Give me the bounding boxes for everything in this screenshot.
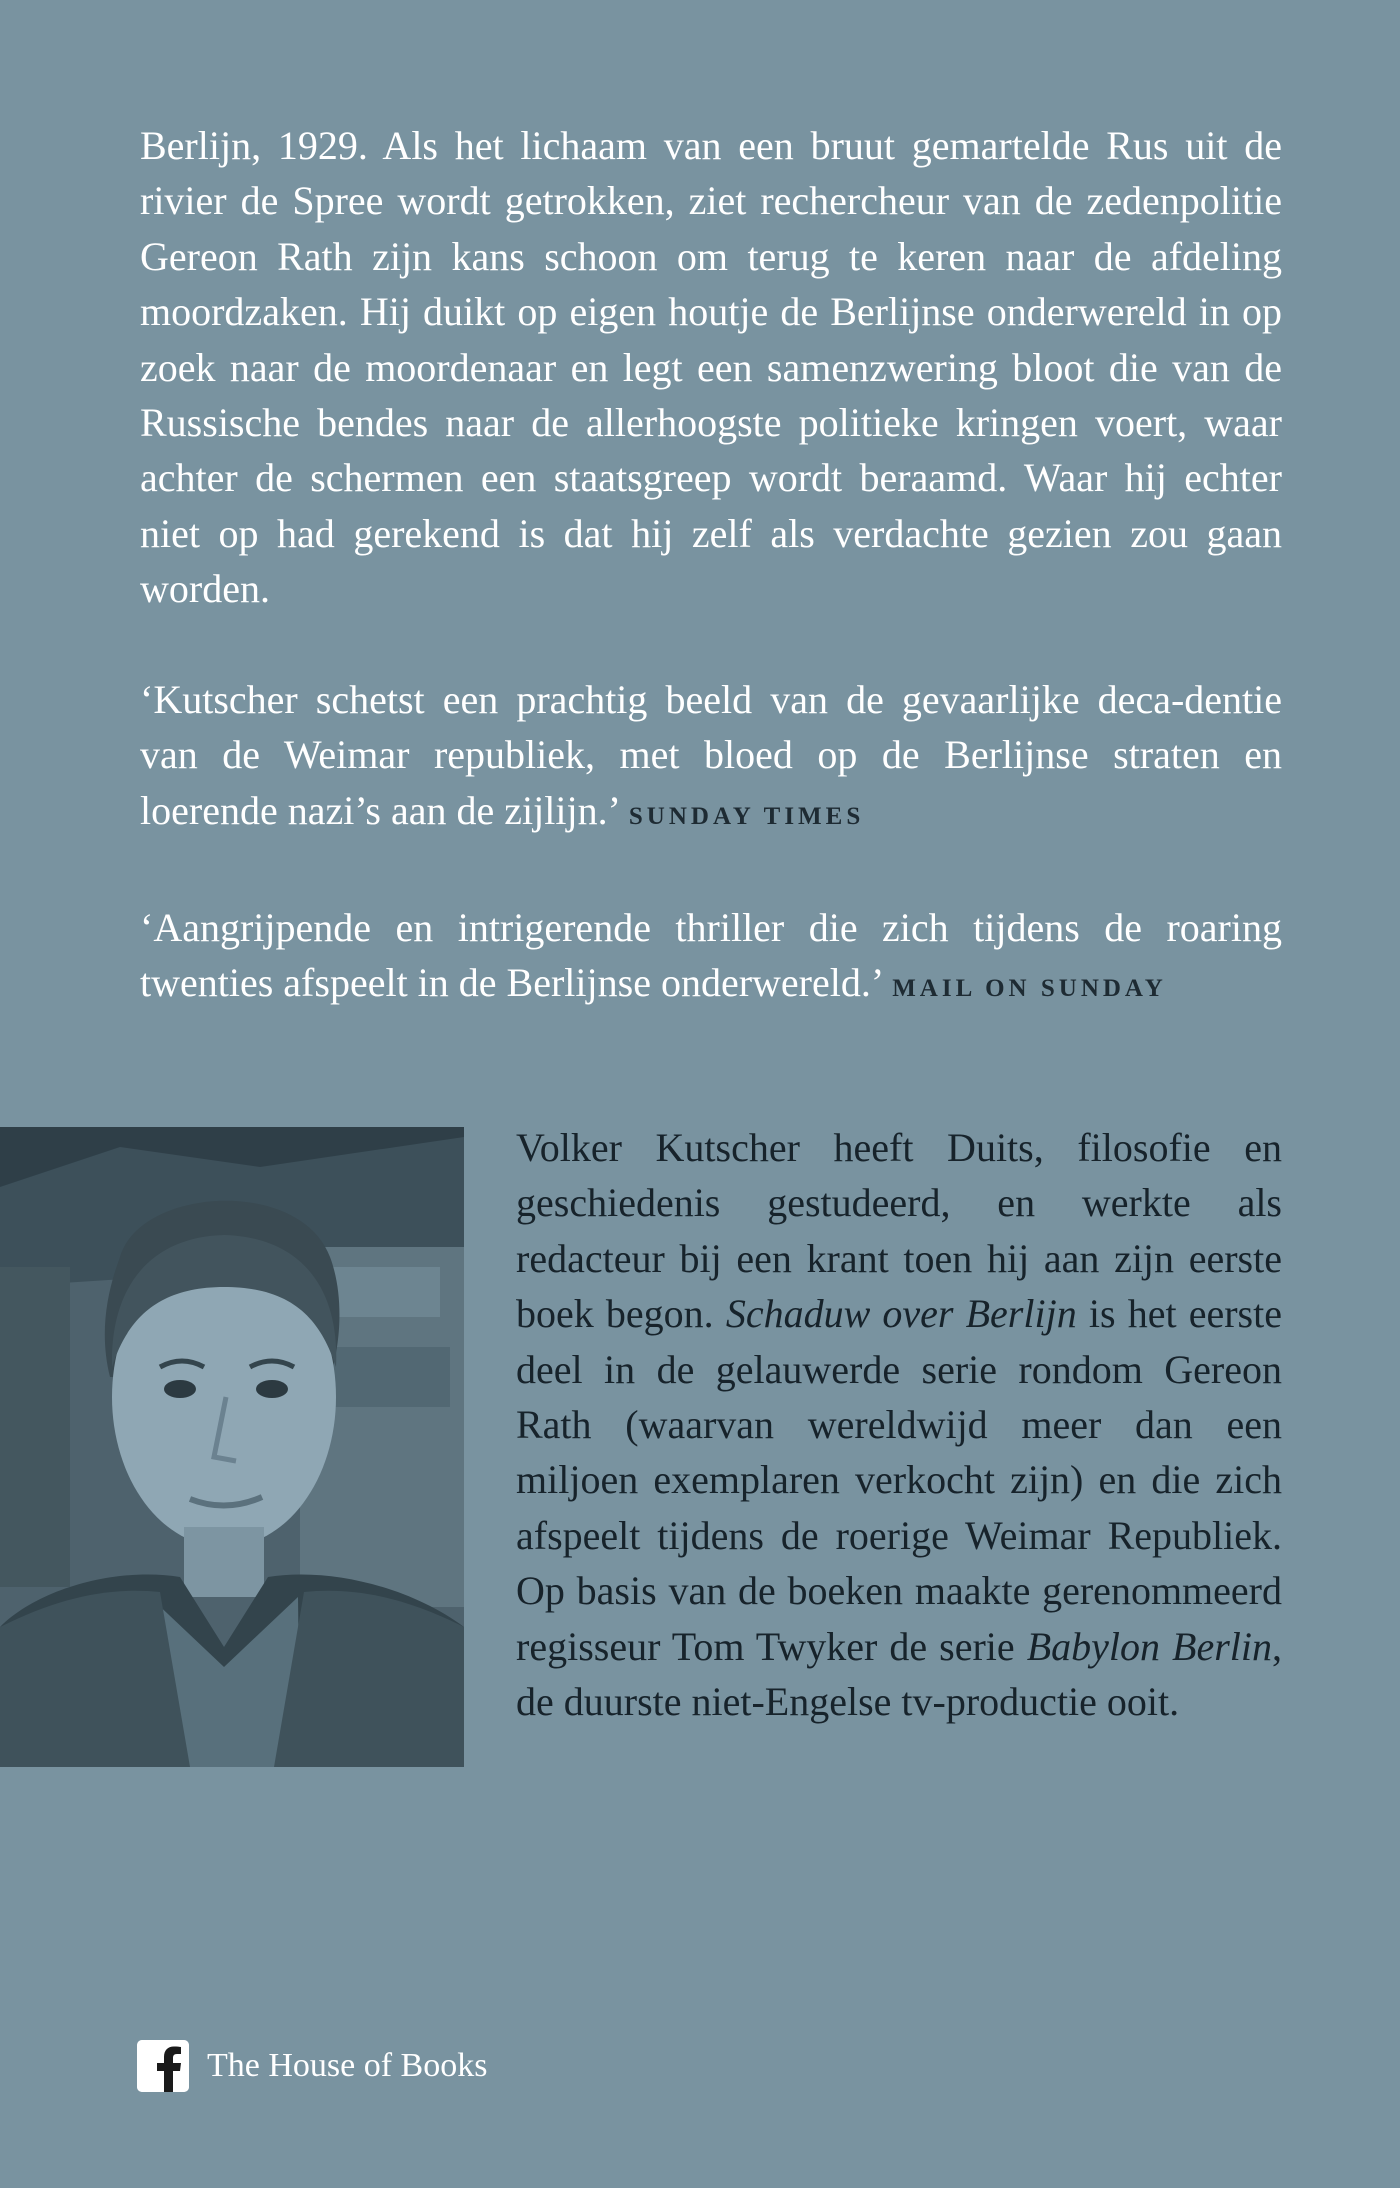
review-quote xyxy=(140,672,1282,844)
publisher-name: The House of Books xyxy=(207,2047,488,2084)
book-title: Schaduw over Berlijn xyxy=(725,1291,1077,1337)
series-title: Babylon Berlin xyxy=(1026,1623,1272,1669)
review-quote xyxy=(140,900,1282,1017)
bio-text: is het eerste deel in de gelauwerde serie rondom Gereon Rath (waarvan wereldwijd meer dan een miljoen exemplaren verkocht zijn) en die zich afspeelt tijdens de roerige Weimar Republiek. Op basis van de boeken maakte gerenommeerd regisseur Tom Twyker de serie xyxy=(516,1291,1282,1669)
publisher-line xyxy=(137,2040,487,2092)
author-bio xyxy=(516,1120,1282,1729)
book-blurb: Berlijn, 1929. Als het lichaam van een bruut gemartelde Rus uit de rivier de Spree wordt getrokken, ziet rechercheur van de zedenpolitie Gereon Rath zijn kans schoon om terug te keren naar de afdeling moordzaken. Hij duikt op eigen houtje de Berlijnse onderwereld in op zoek naar de moordenaar en legt een samenzwering bloot die van de Russische bendes naar de allerhoogste politieke kringen voert, waar achter de schermen een staatsgreep wordt beraamd. Waar hij echter niet op had gerekend is dat hij zelf als verdachte gezien zou gaan worden. xyxy=(140,123,1282,612)
author-photo xyxy=(0,1127,464,1767)
facebook-icon[interactable] xyxy=(137,2040,189,2092)
bio-text: , de duurste niet-Engelse tv-productie ooit. xyxy=(516,1623,1282,1725)
review-source: SUNDAY TIMES xyxy=(628,802,865,830)
bio-text: Volker Kutscher heeft Duits, filosofie en geschiedenis gestudeerd, en werkte als redacteur bij een krant toen hij aan zijn eerste boek begon. xyxy=(516,1125,1282,1337)
review-text: ‘Aangrijpende en intrigerende thriller die zich tijdens de roaring twenties afspeelt in de Berlijnse onderwereld.’ xyxy=(140,905,1282,1006)
review-text: ‘Kutscher schetst een prachtig beeld van de gevaarlijke deca-dentie van de Weimar republiek, met bloed op de Berlijnse straten en loerende nazi’s aan de zijlijn.’ xyxy=(140,677,1282,833)
review-source: MAIL ON SUNDAY xyxy=(892,975,1167,1003)
